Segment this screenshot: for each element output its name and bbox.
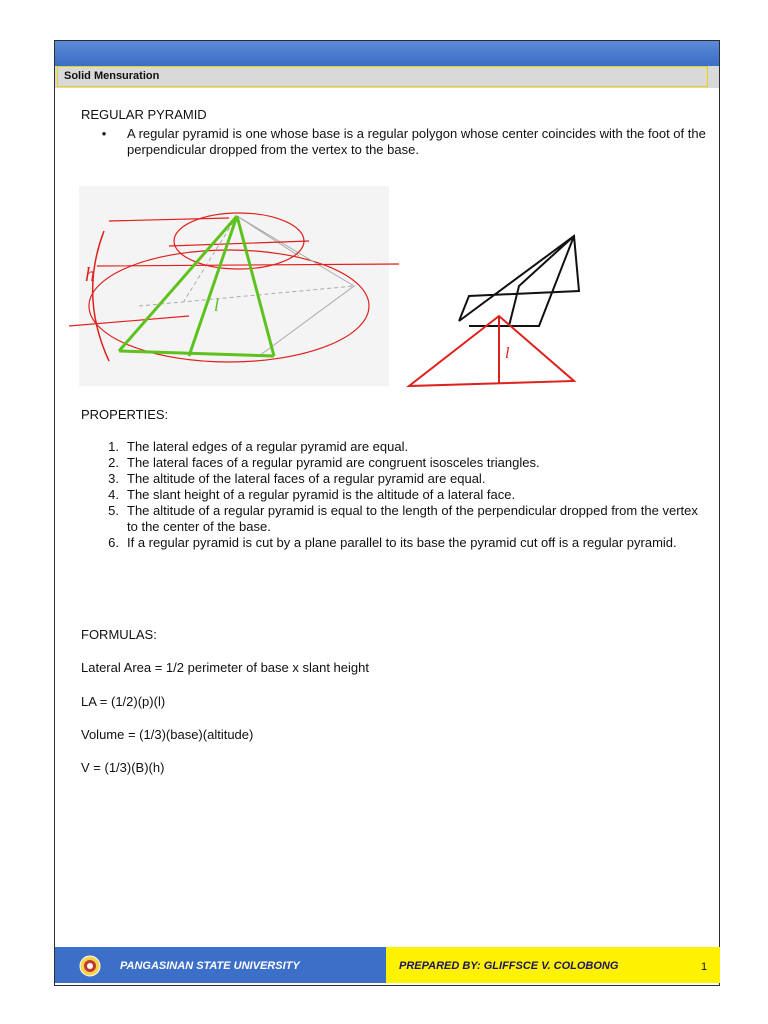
list-item: 5. The altitude of a regular pyramid is equal to the length of the perpendicular dropped from the vertex to the center of the base. xyxy=(108,503,698,534)
black-sketch xyxy=(459,236,579,326)
list-item: 2. The lateral faces of a regular pyramid are congruent isosceles triangles. xyxy=(108,455,540,470)
list-item: 1. The lateral edges of a regular pyramid are equal. xyxy=(108,439,409,454)
list-item: 6. If a regular pyramid is cut by a plane parallel to its base the pyramid cut off is a regular pyramid. xyxy=(108,535,677,550)
intro-block xyxy=(81,107,711,158)
footer-university: PANGASINAN STATE UNIVERSITY xyxy=(120,960,300,972)
bullet-icon: • xyxy=(101,126,107,141)
intro-bullet-text: A regular pyramid is one whose base is a regular polygon whose center coincides with the foot of the perpendicular dropped from the vertex to the base. xyxy=(127,126,706,157)
label-h: h xyxy=(85,264,95,286)
properties-heading: PROPERTIES: xyxy=(81,407,169,422)
formula-volume-words: Volume = (1/3)(base)(altitude) xyxy=(81,727,254,742)
section-title: Solid Mensuration xyxy=(64,70,160,82)
list-item: 4. The slant height of a regular pyramid is the altitude of a lateral face. xyxy=(108,487,516,502)
formula-lateral-area-symbols: LA = (1/2)(p)(l) xyxy=(81,694,166,709)
formula-lateral-area-words: Lateral Area = 1/2 perimeter of base x slant height xyxy=(81,660,369,675)
header-bar xyxy=(55,41,719,66)
document-page xyxy=(54,40,720,986)
formula-volume-symbols: V = (1/3)(B)(h) xyxy=(81,760,165,775)
label-l-triangle: l xyxy=(505,345,510,362)
label-l: l xyxy=(214,295,220,315)
page-number: 1 xyxy=(701,961,708,973)
list-item: 3. The altitude of the lateral faces of a regular pyramid are equal. xyxy=(108,471,486,486)
pyramid-sketches xyxy=(69,186,599,406)
footer-prepared-by: PREPARED BY: GLIFFSCE V. COLOBONG xyxy=(399,960,619,972)
formulas-heading: FORMULAS: xyxy=(81,627,157,642)
university-seal-icon xyxy=(79,955,101,977)
properties-list xyxy=(81,439,711,551)
intro-bullet xyxy=(81,126,711,158)
intro-heading: REGULAR PYRAMID xyxy=(81,107,207,122)
